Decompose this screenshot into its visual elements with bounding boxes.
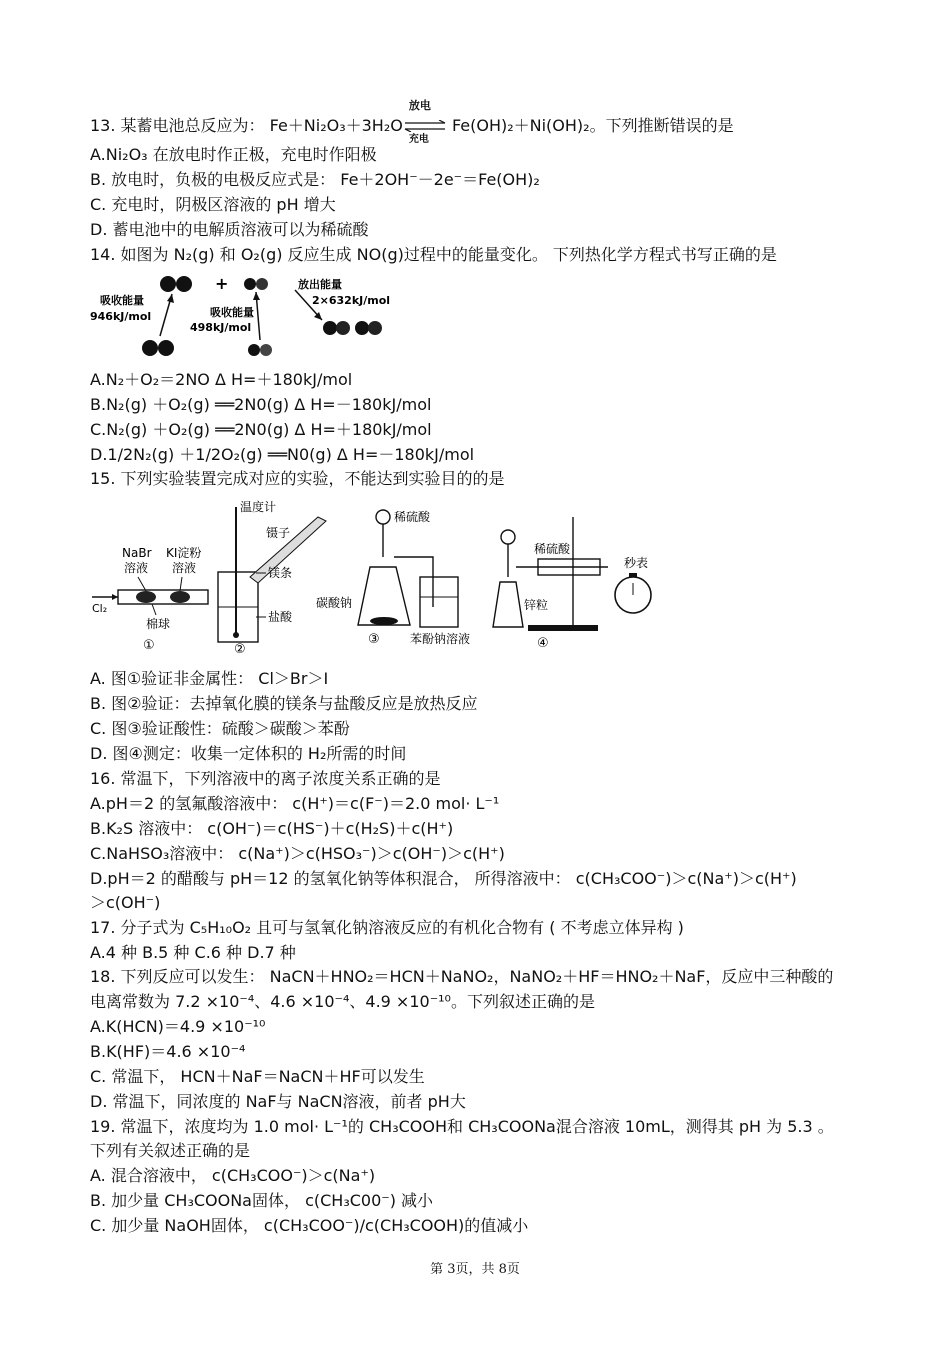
q14-option-a: A.N₂＋O₂＝2NO Δ H=＋180kJ/mol	[90, 370, 353, 389]
release-label: 放出能量	[298, 278, 342, 291]
cotton-ball-2	[170, 591, 190, 603]
q18-stem-line1: 18. 下列反应可以发生： NaCN＋HNO₂＝HCN＋NaNO₂，NaNO₂＋HF＝HNO₂＋NaF，反应中三种酸的	[90, 967, 834, 986]
cotton-ball-1	[136, 591, 156, 603]
separatory-funnel	[376, 510, 390, 524]
q16-stem: 16. 常温下，下列溶液中的离子浓度关系正确的是	[90, 769, 441, 788]
q18-option-a: A.K(HCN)＝4.9 ×10⁻¹⁰	[90, 1017, 266, 1036]
o-atom	[260, 344, 272, 356]
q18-option-b: B.K(HF)＝4.6 ×10⁻⁴	[90, 1042, 246, 1061]
figure-3-number: ③	[368, 632, 380, 647]
o-atom	[336, 321, 350, 335]
q13-option-a: A.Ni₂O₃ 在放电时作正极，充电时作阳极	[90, 145, 377, 164]
separatory-funnel-2	[501, 530, 515, 544]
q13-stem	[90, 99, 734, 145]
h2so4-label-b: 稀硫酸	[534, 542, 571, 556]
q14-option-b: B.N₂(g) ＋O₂(g) ══2N0(g) Δ H=－180kJ/mol	[90, 395, 432, 414]
experiment-apparatus-figure	[88, 497, 668, 657]
absorb-label-2: 吸收能量	[210, 306, 254, 319]
arrow-bottom-label: 充电	[408, 134, 429, 145]
n-atom	[158, 340, 174, 356]
absorb-label-1: 吸收能量	[100, 294, 144, 307]
q16-option-d-line1: D.pH＝2 的醋酸与 pH＝12 的氢氧化钠等体积混合， 所得溶液中： c(CH₃COO⁻)＞c(Na⁺)＞c(H⁺)	[90, 869, 797, 888]
figure-1-number: ①	[143, 638, 155, 653]
nabr-solution-label: 溶液	[124, 561, 149, 575]
ki-label: KI淀粉	[166, 546, 202, 560]
n-atom	[355, 321, 369, 335]
page-footer: 第 3页，共 8页	[430, 1262, 520, 1277]
hcl-label: 盐酸	[268, 610, 293, 624]
q18-option-c: C. 常温下， HCN＋NaF＝NaCN＋HF可以发生	[90, 1067, 425, 1086]
n-atom	[160, 276, 176, 292]
absorb-value-1: 946kJ/mol	[90, 310, 152, 323]
q19-stem-line1: 19. 常温下，浓度均为 1.0 mol· L⁻¹的 CH₃COOH和 CH₃COONa混合溶液 10mL，测得其 pH 为 5.3 。	[90, 1117, 834, 1136]
q15-option-c: C. 图③验证酸性：硫酸＞碳酸＞苯酚	[90, 719, 350, 738]
na2co3-label: 碳酸钠	[316, 596, 353, 610]
q19-option-b: B. 加少量 CH₃COONa固体， c(CH₃C00⁻) 减小	[90, 1191, 434, 1210]
q13-stem-prefix: 13. 某蓄电池总反应为： Fe＋Ni₂O₃＋3H₂O	[90, 116, 403, 135]
energy-diagram	[90, 270, 420, 365]
nabr-label: NaBr	[122, 546, 152, 560]
q16-option-b: B.K₂S 溶液中： c(OH⁻)＝c(HS⁻)＋c(H₂S)＋c(H⁺)	[90, 819, 454, 838]
cl2-label: Cl₂	[92, 602, 108, 615]
n-atom	[176, 276, 192, 292]
figure-2-number: ②	[234, 642, 246, 657]
tongs-label: 镊子	[266, 526, 291, 540]
release-value: 2×632kJ/mol	[312, 294, 391, 307]
q18-option-d: D. 常温下，同浓度的 NaF与 NaCN溶液，前者 pH大	[90, 1092, 466, 1111]
q19-option-a: A. 混合溶液中， c(CH₃COO⁻)＞c(Na⁺)	[90, 1166, 376, 1185]
q14-option-c: C.N₂(g) ＋O₂(g) ══2N0(g) Δ H=＋180kJ/mol	[90, 420, 432, 439]
n-atom	[323, 321, 337, 335]
ki-solution-label: 溶液	[172, 561, 197, 575]
q14-stem: 14. 如图为 N₂(g) 和 O₂(g) 反应生成 NO(g)过程中的能量变化。 下列热化学方程式书写正确的是	[90, 245, 777, 264]
q15-option-b: B. 图②验证：去掉氧化膜的镁条与盐酸反应是放热反应	[90, 694, 478, 713]
q13-option-c: C. 充电时，阴极区溶液的 pH 增大	[90, 195, 336, 214]
q16-option-d-line2: ＞c(OH⁻)	[90, 893, 161, 912]
thermometer-label: 温度计	[240, 500, 277, 514]
q13-stem-suffix: Fe(OH)₂＋Ni(OH)₂。下列推断错误的是	[446, 116, 734, 135]
q19-stem-line2: 下列有关叙述正确的是	[90, 1141, 251, 1160]
q15-stem: 15. 下列实验装置完成对应的实验，不能达到实验目的的是	[90, 469, 505, 488]
o-atom	[244, 278, 256, 290]
q19-option-c: C. 加少量 NaOH固体， c(CH₃COO⁻)/c(CH₃COOH)的值减小	[90, 1216, 529, 1235]
q13-option-d: D. 蓄电池中的电解质溶液可以为稀硫酸	[90, 220, 369, 239]
q17-stem: 17. 分子式为 C₅H₁₀O₂ 且可与氢氧化钠溶液反应的有机化合物有 ( 不考虑立体异构 )	[90, 918, 684, 937]
figure-4-number: ④	[537, 636, 549, 651]
glass-tube	[118, 590, 208, 604]
o-atom	[256, 278, 268, 290]
q14-option-d: D.1/2N₂(g) ＋1/2O₂(g) ══N0(g) Δ H=－180kJ/mol	[90, 445, 475, 464]
mg-label: 镁条	[268, 566, 293, 580]
q16-option-a: A.pH＝2 的氢氟酸溶液中： c(H⁺)＝c(F⁻)＝2.0 mol· L⁻¹	[90, 794, 500, 813]
flask-4	[493, 582, 523, 627]
cotton-label: 棉球	[146, 617, 171, 631]
arrow-top-label: 放电	[408, 99, 431, 112]
o-atom	[368, 321, 382, 335]
reversible-arrow	[403, 99, 447, 145]
phenolate-label: 苯酚钠溶液	[410, 632, 471, 646]
stand-base	[528, 625, 598, 631]
q15-option-a: A. 图①验证非金属性： Cl＞Br＞I	[90, 669, 329, 688]
beaker	[420, 577, 458, 627]
conical-flask	[358, 567, 410, 625]
q13-option-b: B. 放电时，负极的电极反应式是： Fe＋2OH⁻－2e⁻＝Fe(OH)₂	[90, 170, 540, 189]
q17-options: A.4 种 B.5 种 C.6 种 D.7 种	[90, 943, 296, 962]
o-atom	[248, 344, 260, 356]
h2so4-label-a: 稀硫酸	[394, 510, 431, 524]
absorb-value-2: 498kJ/mol	[190, 321, 252, 334]
n-atom	[142, 340, 158, 356]
q16-option-c: C.NaHSO₃溶液中： c(Na⁺)＞c(HSO₃⁻)＞c(OH⁻)＞c(H⁺)	[90, 844, 505, 863]
plus-sign: +	[215, 274, 229, 293]
q18-stem-line2: 电离常数为 7.2 ×10⁻⁴、4.6 ×10⁻⁴、4.9 ×10⁻¹⁰。下列叙述正确的是	[90, 992, 595, 1011]
q15-option-d: D. 图④测定：收集一定体积的 H₂所需的时间	[90, 744, 407, 763]
zn-label: 锌粒	[524, 598, 549, 612]
stopwatch-label: 秒表	[624, 556, 649, 570]
